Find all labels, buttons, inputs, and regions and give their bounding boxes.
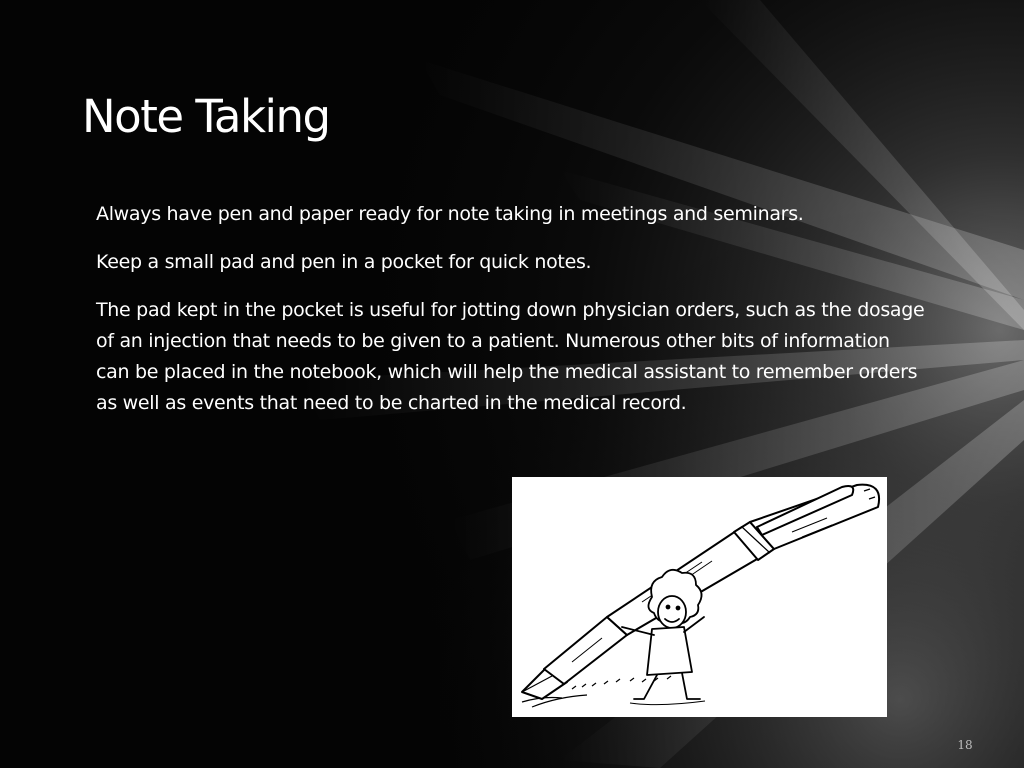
cartoon-pen-icon [512, 477, 887, 717]
slide-number: 18 [957, 738, 973, 752]
paragraph-small-pad: Keep a small pad and pen in a pocket for quick notes. [96, 251, 592, 273]
person-carrying-pen-illustration [512, 477, 887, 717]
paragraph-pocket-pad-details: The pad kept in the pocket is useful for jotting down physician orders, such as the dosage of an injection that needs to be given to a patient. Numerous other bits of information can be placed in the notebook, which will help the medical assistant to remember orders as well as events that need to be charted in the medical record. [96, 299, 925, 414]
slide-body [96, 199, 928, 436]
slide-title: Note Taking [82, 90, 330, 143]
paragraph-pen-and-paper: Always have pen and paper ready for note taking in meetings and seminars. [96, 203, 804, 225]
